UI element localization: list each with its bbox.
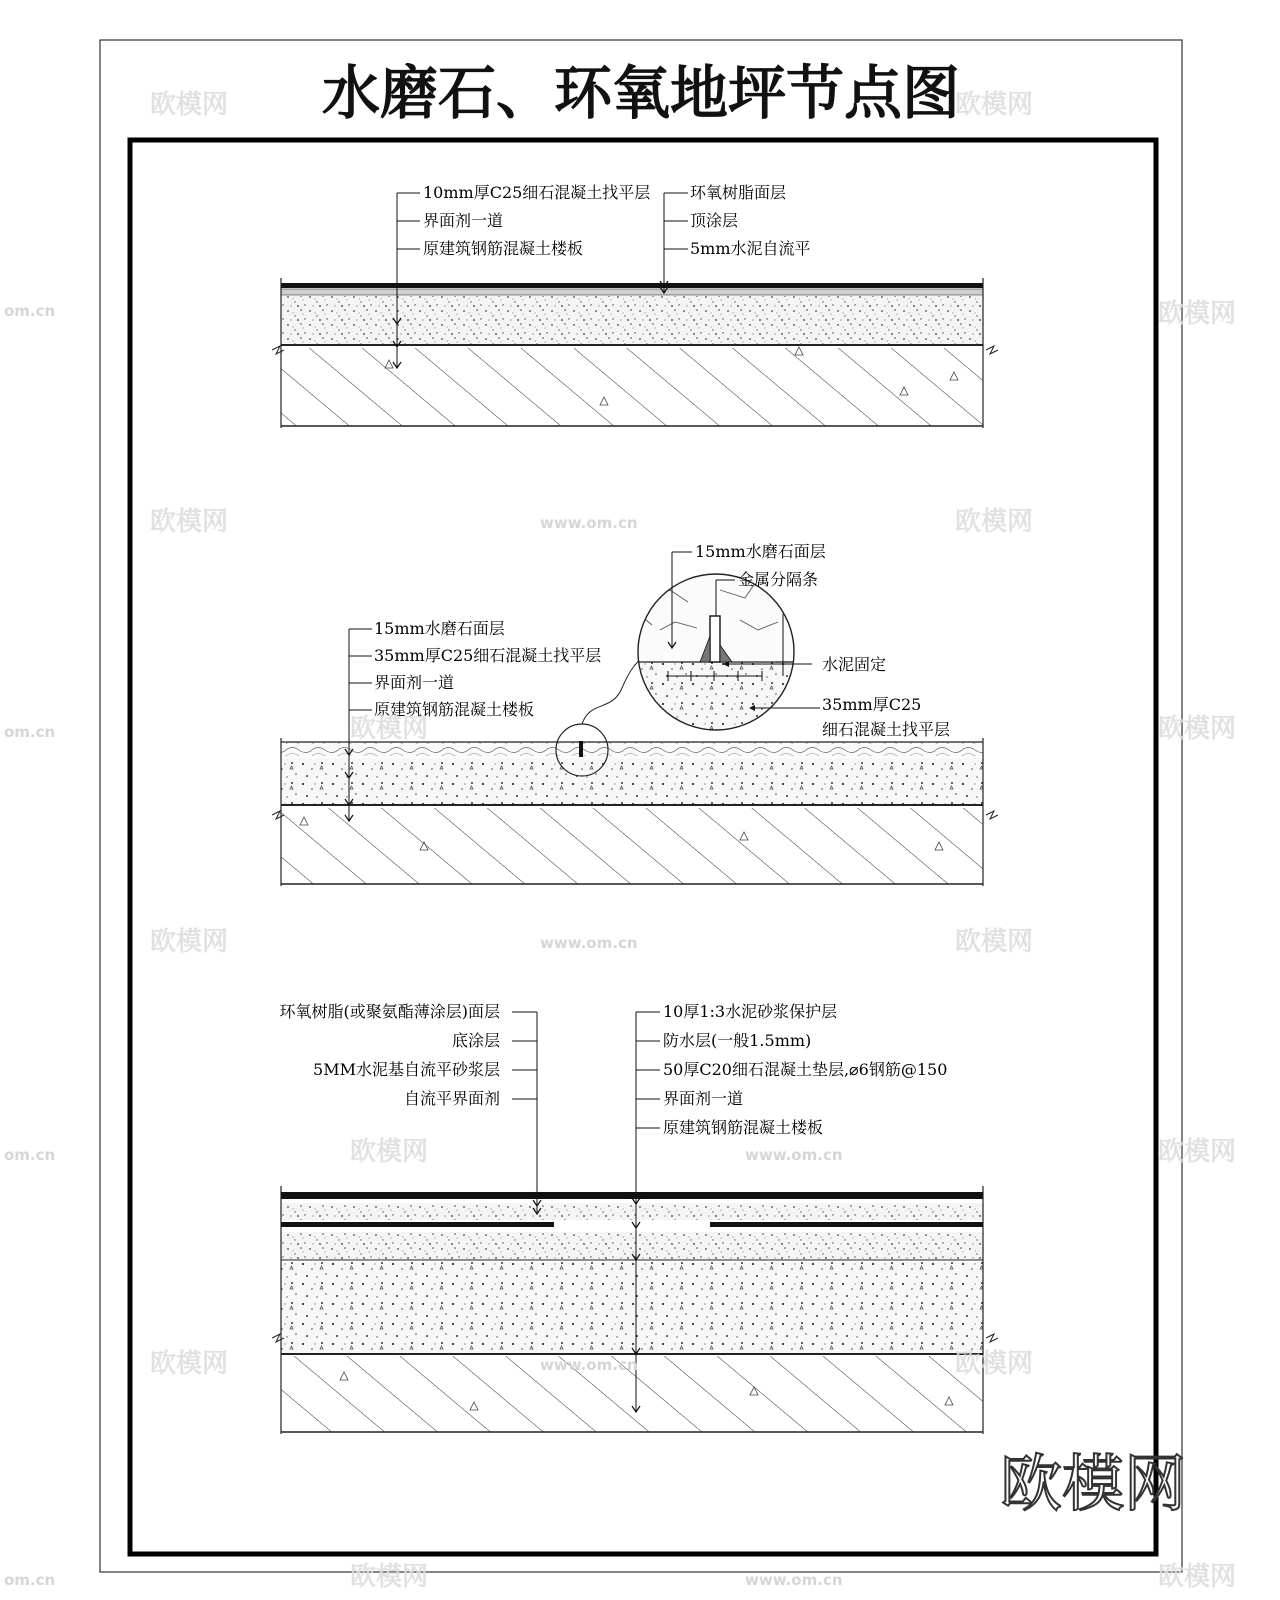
watermark-site: 欧模网 (955, 507, 1034, 537)
s3-left-label-2: 底涂层 (451, 1031, 500, 1050)
watermark-site: 欧模网 (1158, 714, 1237, 744)
s3-protect-layer (281, 1232, 983, 1260)
drawing-title: 水磨石、环氧地坪节点图 (321, 59, 961, 127)
s2-left-label-3: 界面剂一道 (374, 673, 455, 692)
s2-left-label-4: 原建筑钢筋混凝土楼板 (374, 700, 535, 719)
s1-self-level-layer (281, 289, 983, 295)
watermark-site: 欧模网 (1158, 299, 1237, 329)
watermark-site: 欧模网 (150, 927, 229, 957)
s1-screed-layer (281, 296, 983, 345)
watermark-url-partial: om.cn (4, 1571, 56, 1589)
s1-right-label-3: 5mm水泥自流平 (690, 239, 811, 258)
watermark-site: 欧模网 (350, 1137, 429, 1167)
s1-left-label-1: 10mm厚C25细石混凝土找平层 (423, 183, 651, 202)
watermark-site: 欧模网 (1158, 1137, 1237, 1167)
detail-label-3: 水泥固定 (822, 655, 887, 674)
watermark-url: www.om.cn (540, 514, 638, 532)
watermark-site: 欧模网 (150, 507, 229, 537)
s3-left-label-3: 5MM水泥基自流平砂浆层 (313, 1060, 500, 1079)
s2-slab (281, 808, 983, 884)
watermark-site: 欧模网 (955, 1349, 1034, 1379)
s1-left-label-3: 原建筑钢筋混凝土楼板 (423, 239, 584, 258)
s1-left-label-2: 界面剂一道 (423, 211, 504, 230)
watermark-url: www.om.cn (745, 1571, 843, 1589)
detail-label-5: 细石混凝土找平层 (822, 720, 951, 739)
s3-epoxy-top (281, 1192, 983, 1199)
s3-right-label-4: 界面剂一道 (663, 1089, 744, 1108)
s2-detail-enlargement (636, 542, 950, 739)
watermark-site: 欧模网 (955, 90, 1034, 120)
detail-label-1: 15mm水磨石面层 (695, 542, 826, 561)
watermark-url: www.om.cn (540, 934, 638, 952)
s1-right-label-1: 环氧树脂面层 (690, 183, 787, 202)
s3-right-label-3: 50厚C20细石混凝土垫层,⌀6钢筋@150 (663, 1060, 948, 1079)
watermark-url: www.om.cn (540, 1356, 638, 1374)
corner-logo: 欧模网 (1000, 1447, 1187, 1520)
watermark-site: 欧模网 (150, 1349, 229, 1379)
s3-left-label-1: 环氧树脂(或聚氨酯薄涂层)面层 (279, 1002, 500, 1021)
watermark-site: 欧模网 (350, 1562, 429, 1592)
s3-right-label-5: 原建筑钢筋混凝土楼板 (663, 1118, 824, 1137)
s3-right-label-1: 10厚1:3水泥砂浆保护层 (663, 1002, 838, 1021)
watermark-site: 欧模网 (150, 90, 229, 120)
watermark-url-partial: om.cn (4, 723, 56, 741)
section-1-epoxy-floor (272, 183, 998, 428)
s3-cushion-layer (281, 1262, 983, 1354)
s2-terrazzo-layer (281, 742, 983, 757)
s1-epoxy-top (281, 283, 983, 288)
watermark-site: 欧模网 (955, 927, 1034, 957)
watermark-site: 欧模网 (1158, 1562, 1237, 1592)
watermark-url: www.om.cn (745, 1146, 843, 1164)
s3-waterproof-layer (281, 1222, 554, 1227)
detail-label-4: 35mm厚C25 (822, 695, 922, 714)
s1-slab (281, 348, 983, 426)
s3-right-label-2: 防水层(一般1.5mm) (663, 1031, 812, 1050)
s2-left-label-1: 15mm水磨石面层 (374, 619, 505, 638)
watermark-url-partial: om.cn (4, 302, 56, 320)
watermark-url-partial: om.cn (4, 1146, 56, 1164)
s2-screed-layer (281, 758, 983, 804)
detail-label-2: 金属分隔条 (738, 570, 819, 589)
watermark-site: 欧模网 (350, 714, 429, 744)
s3-waterproof-layer-right (710, 1222, 983, 1227)
s3-self-level-layer (281, 1203, 983, 1220)
s3-left-label-4: 自流平界面剂 (403, 1089, 500, 1108)
s2-left-label-2: 35mm厚C25细石混凝土找平层 (374, 646, 602, 665)
s1-right-label-2: 顶涂层 (690, 211, 739, 230)
